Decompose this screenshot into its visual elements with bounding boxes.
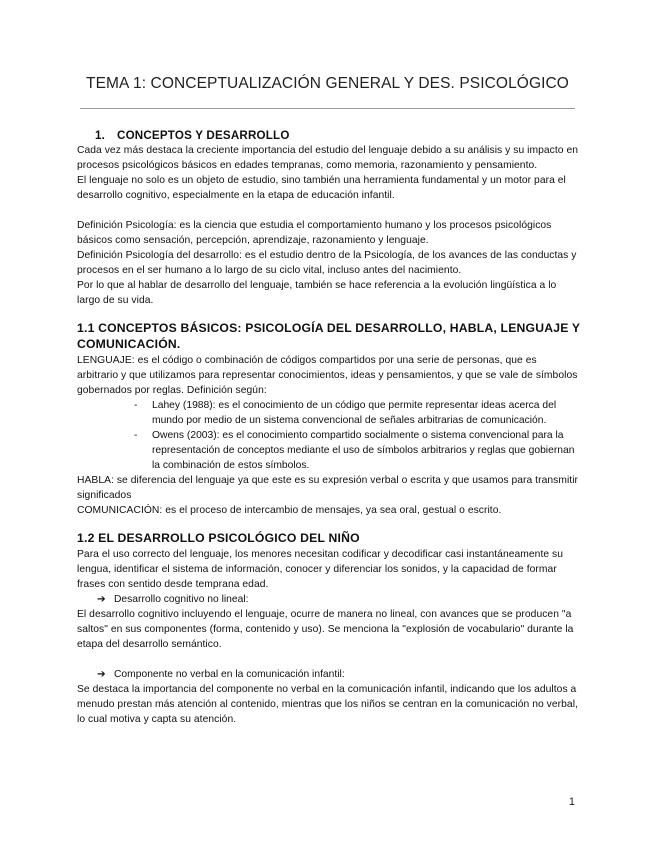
definition-psicologia: Definición Psicología: es la ciencia que estudia el comportamiento humano y los procesos psicológicos básicos como sensación, percepción, aprendizaje, razonamiento y lenguaje. [77,220,552,246]
page-number: 1 [568,796,575,808]
paragraph: El lenguaje no solo es un objeto de estudio, sino también una herramienta fundamental y un motor para el desarrollo cognitivo, especialmente en la etapa de educación infantil. [77,175,566,201]
arrow-icon: ➔ [97,669,106,680]
definition-lenguaje: LENGUAJE: es el código o combinación de códigos compartidos por una serie de personas, que es arbitrario y que utilizamos para representar conocimientos, ideas y pensamientos, y que se vale de símbolos gobernados por reglas. Definición según: [77,355,578,396]
arrow-icon: ➔ [97,594,106,605]
page-title: TEMA 1: CONCEPTUALIZACIÓN GENERAL Y DES. PSICOLÓGICO [86,75,569,92]
section-1-heading [95,128,580,143]
subheading-componente-no-verbal [77,667,580,682]
definition-comunicacion: COMUNICACIÓN: es el proceso de intercambio de mensajes, ya sea oral, gestual o escrito. [77,505,502,516]
list-item [77,398,580,428]
bullet-dash: - [134,400,138,411]
definition-list [77,398,580,473]
paragraph: Por lo que al hablar de desarrollo del lenguaje, también se hace referencia a la evolución lingüística a lo largo de su vida. [77,280,557,306]
document-body [77,128,580,727]
section-1-number: 1. [95,129,106,142]
title-divider [80,108,575,109]
subheading-desarrollo-cognitivo [77,592,580,607]
bullet-dash: - [134,430,138,441]
subheading-text: Desarrollo cognitivo no lineal: [114,594,249,605]
list-item-text: Owens (2003): es el conocimiento compartido socialmente o sistema convencional para la representación de conceptos mediante el uso de símbolos arbitrarios y reglas que gobiernan la combinación de estos símbolos. [152,430,575,471]
definition-habla: HABLA: se diferencia del lenguaje ya que este es su expresión verbal o escrita y que usamos para transmitir significados [77,475,579,501]
subheading-text: Componente no verbal en la comunicación infantil: [114,669,345,680]
list-item-text: Lahey (1988): es el conocimiento de un código que permite representar ideas acerca del mundo por medio de un sistema convencional de señales arbitrarias de comunicación. [152,400,557,426]
paragraph: El desarrollo cognitivo incluyendo el lenguaje, ocurre de manera no lineal, con avances que se producen "a saltos" en sus componentes (forma, contenido y uso). Se menciona la "explosión de vocabulario" durante la etapa del desarrollo semántico. [77,609,574,650]
paragraph: Se destaca la importancia del componente no verbal en la comunicación infantil, indicando que los adultos a menudo prestan más atención al contenido, mientras que los niños se centran en la comunicación no verbal, lo cual motiva y capta su atención. [77,684,578,725]
definition-psicologia-desarrollo: Definición Psicología del desarrollo: es el estudio dentro de la Psicología, de los avances de las conductas y procesos en el ser humano a lo largo de su ciclo vital, incluso antes del nacimiento. [77,250,577,276]
section-1-title: CONCEPTOS Y DESARROLLO [117,129,290,142]
list-item [77,428,580,473]
section-1-2-heading: 1.2 EL DESARROLLO PSICOLÓGICO DEL NIÑO [77,531,360,545]
paragraph: Para el uso correcto del lenguaje, los menores necesitan codificar y decodificar casi instantáneamente su lengua, identificar el sistema de información, conocer y diferenciar los sonidos, y la capacidad de formar frases con sentido desde temprana edad. [77,549,564,590]
paragraph: Cada vez más destaca la creciente importancia del estudio del lenguaje debido a su análisis y su impacto en procesos psicológicos básicos en edades tempranas, como memoria, razonamiento y pensamiento. [77,145,579,171]
section-1-1-heading: 1.1 CONCEPTOS BÁSICOS: PSICOLOGÍA DEL DESARROLLO, HABLA, LENGUAJE Y COMUNICACIÓN. [77,321,580,351]
